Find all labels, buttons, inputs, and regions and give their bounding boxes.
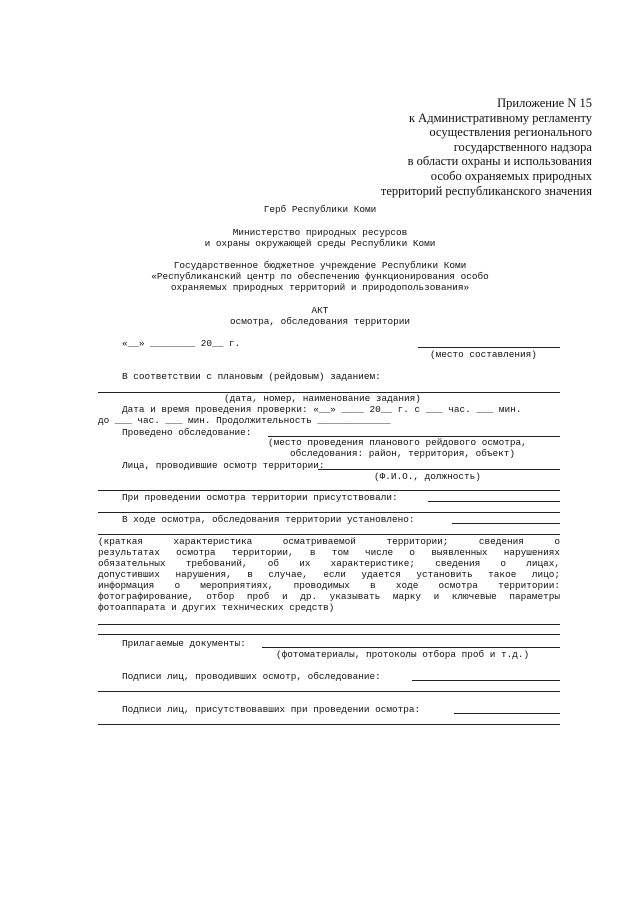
inspectors-label: Лица, проводившие осмотр территории: [122,460,325,471]
description-line: информация о мероприятиях, проводимых в ходе осмотра территории: [98,580,560,591]
attached-blank [262,647,560,648]
institution-line-2: «Республиканский центр по обеспечению функционирования особо [151,271,489,282]
appendix-line: к Административному регламенту [408,110,592,125]
inspection-caption-1: (место проведения планового рейдового осмотра, [268,437,527,448]
attached-caption: (фотоматериалы, протоколы отбора проб и т.д.) [276,649,530,660]
established-blank [452,523,560,524]
inspectors-caption: (Ф.И.О., должность) [374,471,481,482]
established-label: В ходе осмотра, обследования территории установлено: [122,514,415,525]
appendix-line: территорий республиканского значения [380,183,592,198]
appendix-line: Приложение N 15 [497,96,592,110]
planned-task-caption: (дата, номер, наименование задания) [224,393,421,404]
signatures-inspectors-blank-2 [98,691,560,692]
description-line: (краткая характеристика осматриваемой территории; сведения о [98,536,560,547]
appendix-line: особо охраняемых природных [430,168,592,183]
act-title: АКТ [311,305,329,316]
signatures-present-label: Подписи лиц, присутствовавших при проведении осмотра: [122,704,421,715]
place-blank [418,347,560,348]
coat-of-arms: Герб Республики Коми [263,204,377,215]
signatures-inspectors-label: Подписи лиц, проводивших осмотр, обследование: [122,671,381,682]
appendix-line: осуществления регионального [429,125,592,140]
appendix-line: государственного надзора [453,139,592,154]
inspection-datetime-1: Дата и время проведения проверки: «__» ____ 20__ г. с ___ час. ___ мин. [122,404,522,415]
present-label: При проведении осмотра территории присутствовали: [122,492,398,503]
inspectors-blank [318,469,560,470]
attached-label: Прилагаемые документы: [122,638,246,649]
established-blank-2 [98,534,560,535]
planned-task-label: В соответствии с плановым (рейдовым) заданием: [122,371,381,382]
ministry-line-2: и охраны окружающей среды Республики Коми [204,238,436,249]
description-paragraph [98,536,560,613]
present-blank-2 [98,512,560,513]
ministry-line-1: Министерство природных ресурсов [232,227,408,238]
inspection-datetime-2: до ___ час. ___ мин. Продолжительность _____________ [98,415,391,426]
inspectors-blank-2 [98,490,560,491]
present-blank [428,501,560,502]
description-blank-1 [98,624,560,625]
description-blank-2 [98,634,560,635]
institution-line-1: Государственное бюджетное учреждение Республики Коми [173,260,467,271]
signatures-present-blank [454,713,560,714]
description-line: обязательных требований, об их характеристике; сведения о лицах, [98,558,560,569]
act-date-line: «__» ________ 20__ г. [122,338,241,349]
description-line: допустивших нарушения, в случае, если удается установить такое лицо; [98,569,560,580]
description-line: фотографирование, отбор проб и др. указывать марку и ключевые параметры [98,591,560,602]
appendix-header [381,96,592,198]
inspection-done-label: Проведено обследование: [122,427,252,438]
institution-line-3: охраняемых природных территорий и природопользования» [170,282,470,293]
inspection-caption-2: обследования: район, территория, объект) [290,448,516,459]
signatures-inspectors-blank [412,680,560,681]
place-caption: (место составления) [430,349,537,360]
signatures-present-blank-2 [98,724,560,725]
description-line: результатах осмотра территории, в том числе о выявленных нарушениях [98,547,560,558]
act-subtitle: осмотра, обследования территории [229,316,411,327]
appendix-line: в области охраны и использования [407,154,592,169]
description-line: фотоаппарата и других технических средств) [98,602,335,613]
